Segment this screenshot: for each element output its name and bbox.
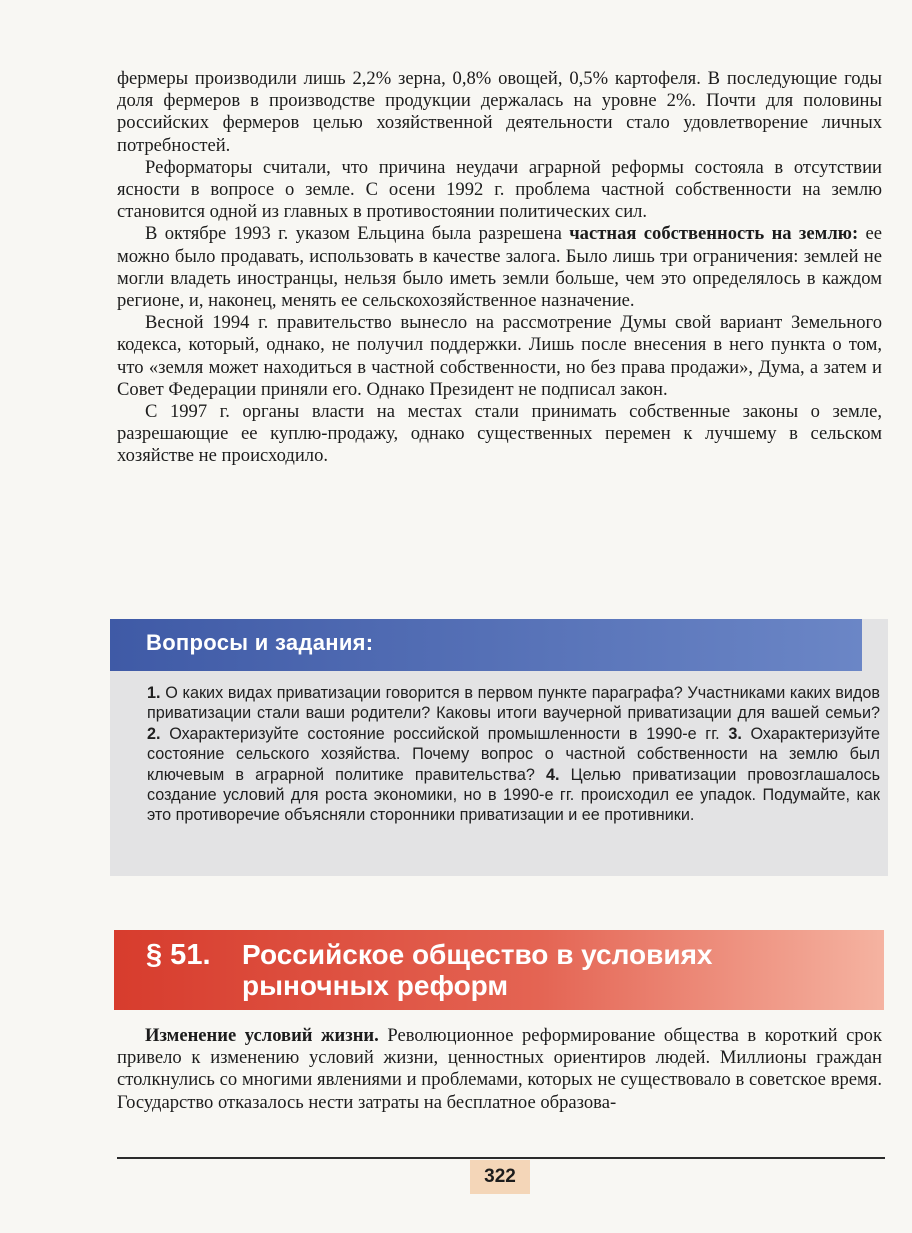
question-number: 1. [147,684,161,702]
questions-panel [110,619,888,876]
question-number: 3. [728,724,742,743]
subheading: Изменение условий жизни. [145,1025,379,1046]
question-number: 2. [147,724,161,743]
paragraph [117,223,882,312]
paragraph: Реформаторы считали, что причина неудачи аграрной реформы состояла в отсутствии ясности в вопросе о земле. С осени 1992 г. проблема частной собственности на землю становится одной из главных в противостоянии политических сил. [117,156,882,223]
section-banner [114,930,884,1010]
questions-text [147,683,880,826]
paragraph: Весной 1994 г. правительство вынесло на рассмотрение Думы свой вариант Земельного кодекса, который, однако, не получил поддержки. Лишь после внесения в него пункта о том, что «земля может находиться в частной собственности, но без права продажи», Дума, а затем и Совет Федерации приняли его. Однако Президент не подписал закон. [117,312,882,400]
section-title: Российское общество в условиях рыночных реформ [242,939,713,1001]
question-text: О каких видах приватизации говорится в первом пункте параграфа? Участниками каких видов приватизации стали ваши родители? Каковы итоги ваучерной приватизации для вашей семьи? [147,684,880,723]
bold-term: частная собственность на землю: [569,223,859,245]
question-number: 4. [545,765,560,784]
section-intro [117,1025,882,1114]
paragraph: С 1997 г. органы власти на местах стали принимать собственные законы о земле, разрешающие ее куплю-продажу, однако существенных перемен к лучшему в сельском хозяйстве не происходило. [117,401,882,467]
paragraph [117,1025,882,1114]
question-text: Охарактеризуйте состояние российской промышленности в 1990-е гг. [160,724,729,743]
question-text: Охарактеризуйте состояние сельского хозяйства. Почему вопрос о частной собственности на землю был ключевым в аграрной политике правительства? [147,724,881,784]
questions-header [110,619,862,671]
question-text: Целью приватизации провозглашалось создание условий для роста экономики, но в 1990-е гг. происходил ее упадок. Подумайте, как это противоречие объясняли сторонники приватизации и ее противники. [147,765,881,825]
paragraph-text: ее можно было продавать, использовать в качестве залога. Было лишь три ограничения: землей не могли владеть иностранцы, нельзя было иметь земли больше, чем это определялось в каждом регионе, и, наконец, менять ее сельскохозяйственное назначение. [117,223,883,312]
paragraph-text: Революционное реформирование общества в короткий срок привело к изменению условий жизни, ценностных ориентиров людей. Миллионы граждан столкнулись со многими явлениями и проблемами, которых не существовало в советское время. Государство отказалось нести затраты на бесплатное образова- [117,1025,882,1113]
questions-title: Вопросы и задания: [146,630,374,655]
footer-divider [117,1157,885,1159]
page-number: 322 [470,1160,530,1194]
paragraph: фермеры производили лишь 2,2% зерна, 0,8% овощей, 0,5% картофеля. В последующие годы доля фермеров в производстве продукции держалась на уровне 2%. Почти для половины российских фермеров целью хозяйственной деятельности стало удовлетворение личных потребностей. [117,68,882,156]
paragraph-text: В октябре 1993 г. указом Ельцина была разрешена [145,223,570,245]
section-number: § 51. [146,939,211,971]
body-text [117,68,882,468]
